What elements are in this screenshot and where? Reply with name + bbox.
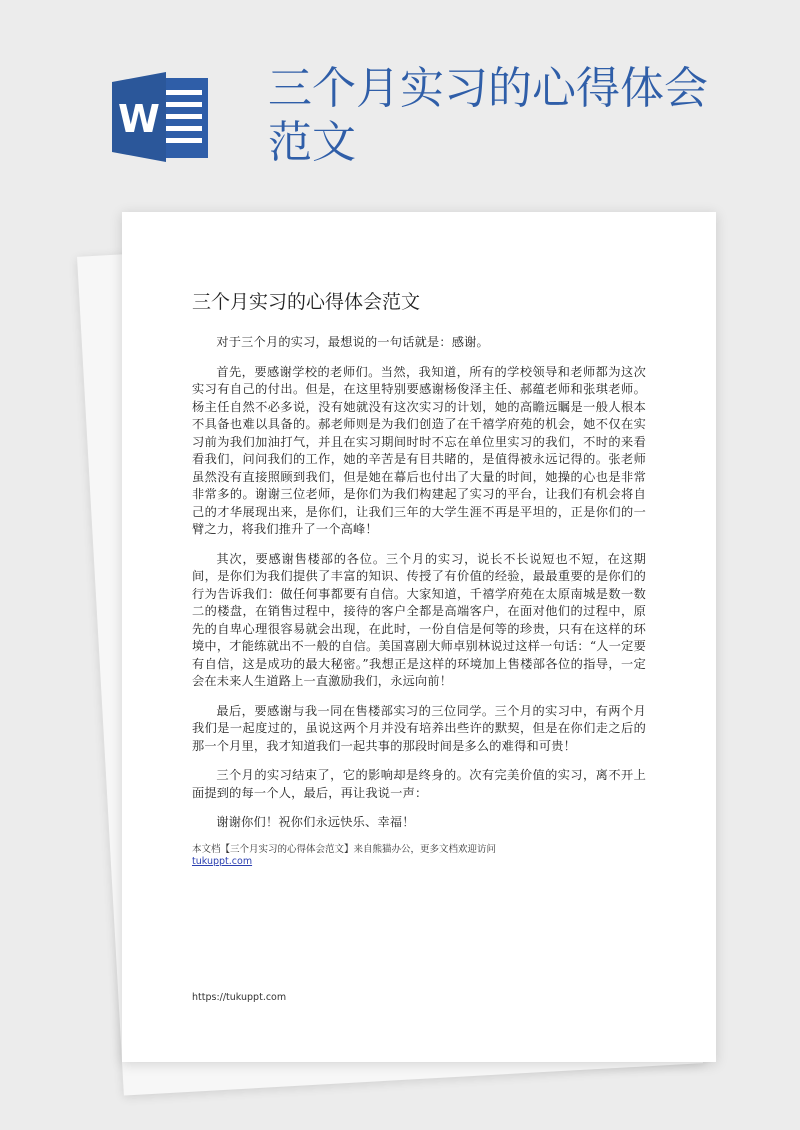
paragraph: 首先，要感谢学校的老师们。当然，我知道，所有的学校领导和老师都为这次实习有自己的付出。但是，在这里特别要感谢杨俊泽主任、郝蕴老师和张琪老师。杨主任自然不必多说，没有她就没有这次实习的计划，她的高瞻远瞩是一般人根本不具备也难以具备的。郝老师则是为我们创造了在千禧学府苑的机会，她不仅在实习前为我们加油打气，并且在实习期间时时不忘在单位里实习的我们，不时的来看看我们，问问我们的工作，她的辛苦是有目共睹的，是值得被永远记得的。张老师虽然没有直接照顾到我们，但是她在幕后也付出了大量的时间，她操的心也是非常非常多的。谢谢三位老师，是你们为我们构建起了实习的平台，让我们有机会将自己的才华展现出来，是你们，让我们三年的大学生涯不再是平坦的，正是你们的一臂之力，将我们推升了一个高峰！ — [192, 364, 646, 536]
paragraph: 对于三个月的实习，最想说的一句话就是：感谢。 — [216, 335, 489, 349]
source-note-text: 本文档【三个月实习的心得体会范文】来自熊猫办公，更多文档欢迎访问 — [192, 843, 497, 855]
word-doc-icon — [108, 72, 216, 162]
article-title: 三个月实习的心得体会范文 — [192, 291, 421, 313]
paragraph: 三个月的实习结束了，它的影响却是终身的。次有完美价值的实习，离不开上面提到的每一个人，最后，再让我说一声： — [192, 768, 646, 800]
source-note — [192, 844, 646, 868]
document-page — [122, 212, 716, 1062]
paragraph: 其次，要感谢售楼部的各位。三个月的实习，说长不长说短也不短，在这期间，是你们为我们提供了丰富的知识、传授了有价值的经验，最最重要的是你们的行为告诉我们：做任何事都要有自信。大家知道，千禧学府苑在太原南城是数一数二的楼盘，在销售过程中，接待的客户全都是高端客户，在面对他们的过程中，原先的自卑心理很容易就会出现，在此时，一份自信是何等的珍贵，只有在这样的环境中，才能练就出不一般的自信。美国喜剧大师卓别林说过这样一句话：“人一定要有自信，这是成功的最大秘密。”我想正是这样的环境加上售楼部各位的指导，一定会在未来人生道路上一直激励我们，永远向前！ — [192, 551, 646, 688]
word-letter: W — [118, 97, 160, 141]
document-content — [192, 287, 646, 868]
paragraph: 最后，要感谢与我一同在售楼部实习的三位同学。三个月的实习中，有两个月我们是一起度过的，虽说这两个月并没有培养出些许的默契，但是在你们走之后的那一个月里，我才知道我们一起共事的那段时间是多么的难得和可贵！ — [192, 703, 646, 753]
paragraph: 谢谢你们！祝你们永远快乐、幸福！ — [216, 815, 415, 829]
footer-url[interactable]: https://tukuppt.com — [192, 992, 287, 1003]
page-title: 三个月实习的心得体会范文 — [268, 63, 708, 168]
source-link[interactable]: tukuppt.com — [192, 855, 253, 867]
